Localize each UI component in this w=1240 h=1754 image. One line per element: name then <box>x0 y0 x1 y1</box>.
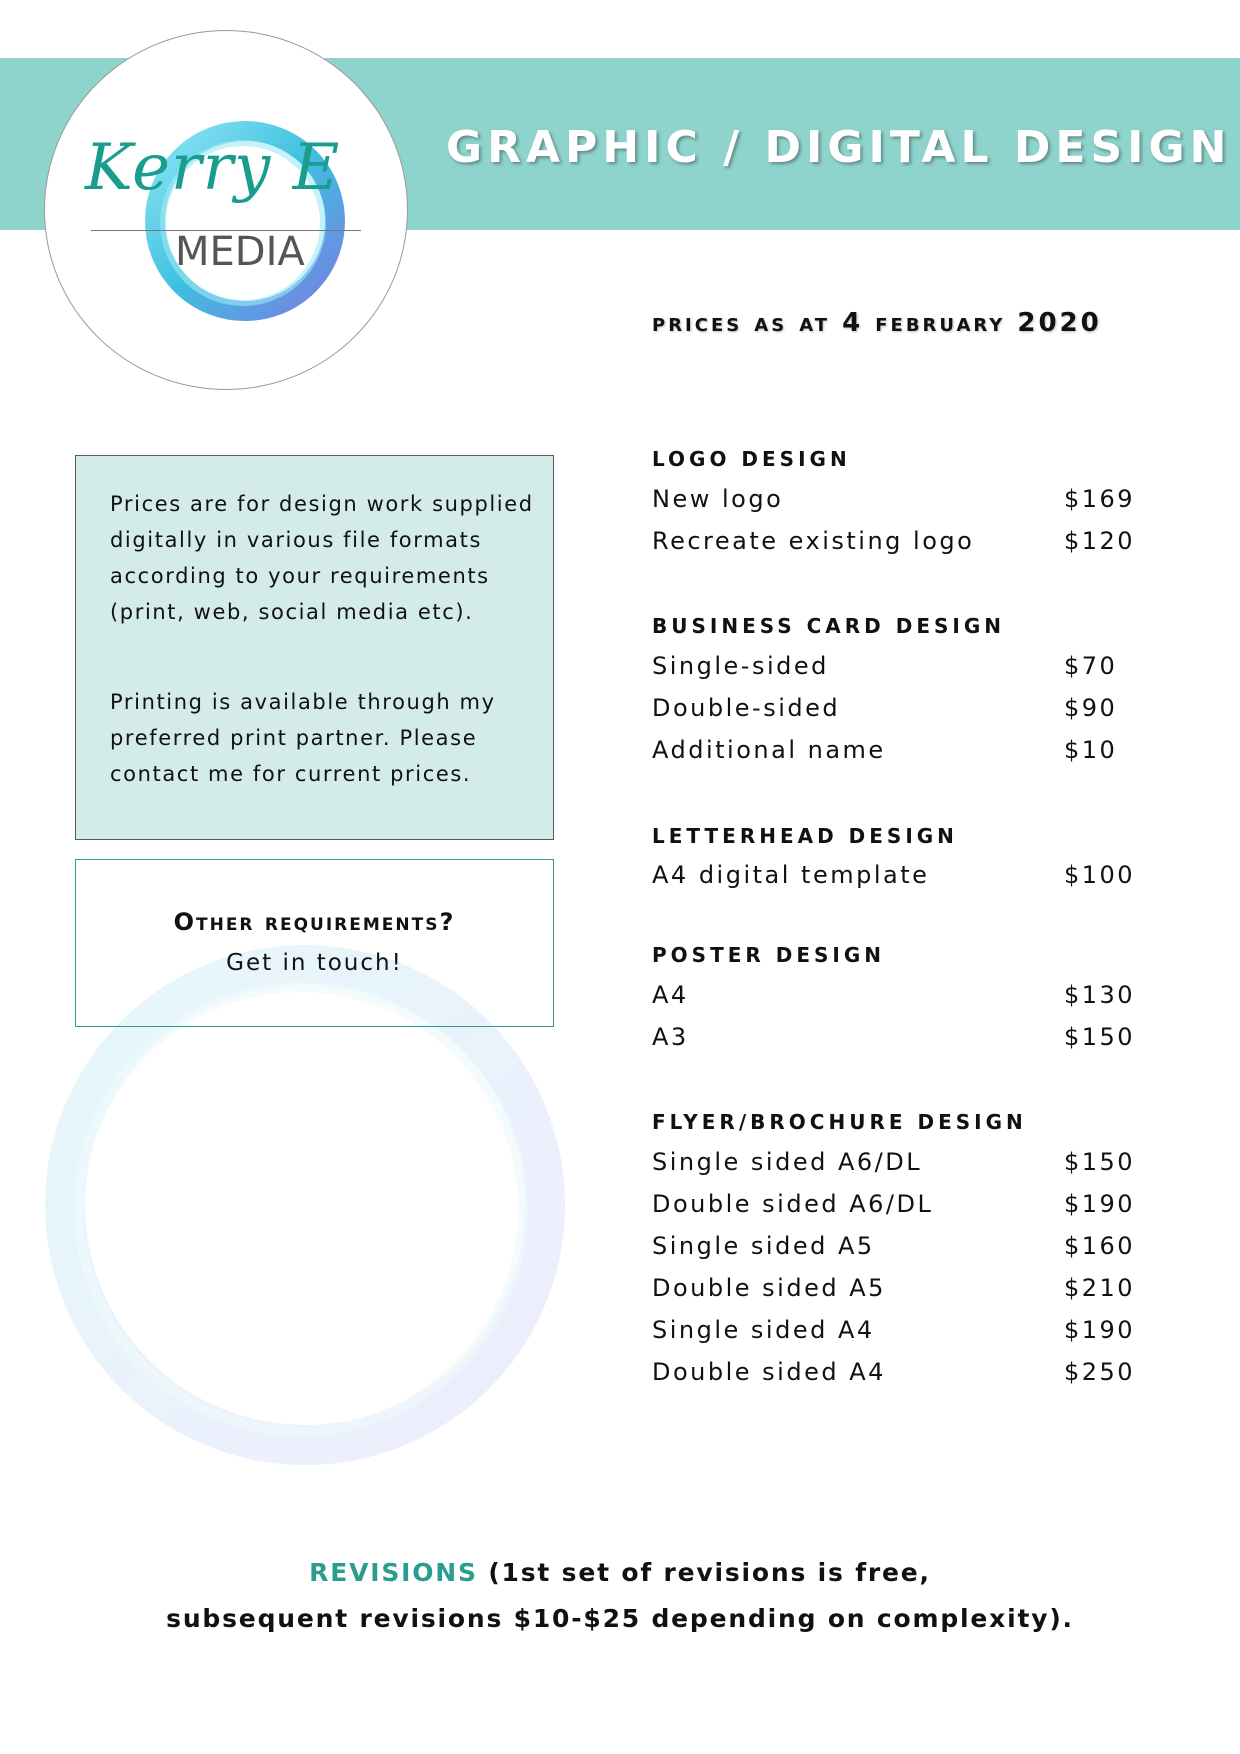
price-item-label: A4 digital template <box>652 861 930 889</box>
price-item-label: Recreate existing logo <box>652 527 975 555</box>
revisions-line-1 <box>0 1550 1240 1596</box>
other-requirements-heading: Other requirements? <box>173 908 456 936</box>
price-item-label: Double-sided <box>652 694 841 722</box>
section-heading-poster-design: POSTER DESIGN <box>652 943 885 967</box>
price-item-value: $70 <box>1064 652 1118 680</box>
revisions-label: REVISIONS <box>309 1558 478 1587</box>
logo-script-text: Kerry E <box>85 131 341 205</box>
price-item-value: $190 <box>1064 1316 1136 1344</box>
info-paragraph: Prices are for design work supplied digitally in various file formats according to your requirements (print, web, social media etc). <box>110 492 534 624</box>
section-heading-business-card-design: BUSINESS CARD DESIGN <box>652 614 1005 638</box>
section-heading-letterhead-design: LETTERHEAD DESIGN <box>652 824 958 848</box>
price-item-value: $150 <box>1064 1148 1136 1176</box>
prices-date-heading: prices as at 4 february 2020 <box>652 308 1102 338</box>
price-item-label: A4 <box>652 981 689 1009</box>
price-item-value: $210 <box>1064 1274 1136 1302</box>
revisions-line-2: subsequent revisions $10-$25 depending on complexity). <box>166 1604 1074 1633</box>
price-item-value: $100 <box>1064 861 1136 889</box>
price-item-label: New logo <box>652 485 784 513</box>
price-item-value: $169 <box>1064 485 1136 513</box>
price-item-label: Single-sided <box>652 652 829 680</box>
price-item-value: $130 <box>1064 981 1136 1009</box>
price-item-value: $150 <box>1064 1023 1136 1051</box>
price-item-label: Single sided A5 <box>652 1232 875 1260</box>
price-item-label: Double sided A6/DL <box>652 1190 934 1218</box>
price-item-label: Single sided A4 <box>652 1316 875 1344</box>
brush-circle-icon <box>45 31 409 391</box>
price-item-label: Double sided A4 <box>652 1358 886 1386</box>
price-item-label: Single sided A6/DL <box>652 1148 923 1176</box>
logo <box>44 30 408 390</box>
logo-media-text: MEDIA <box>175 229 305 275</box>
price-item-value: $190 <box>1064 1190 1136 1218</box>
price-item-value: $10 <box>1064 736 1118 764</box>
revisions-line-1-text: (1st set of revisions is free, <box>477 1558 931 1587</box>
price-item-label: A3 <box>652 1023 689 1051</box>
price-item-value: $160 <box>1064 1232 1136 1260</box>
page-title: GRAPHIC / DIGITAL DESIGN <box>446 122 1232 173</box>
price-item-label: Double sided A5 <box>652 1274 886 1302</box>
section-heading-flyer-brochure-design: FLYER/BROCHURE DESIGN <box>652 1110 1027 1134</box>
revisions-note <box>0 1550 1240 1642</box>
price-item-value: $90 <box>1064 694 1118 722</box>
price-item-value: $120 <box>1064 527 1136 555</box>
price-item-label: Additional name <box>652 736 886 764</box>
section-heading-logo-design: LOGO DESIGN <box>652 447 851 471</box>
info-box <box>75 455 554 840</box>
other-requirements-box <box>75 859 554 1027</box>
info-paragraph: Printing is available through my preferred print partner. Please contact me for current prices. <box>110 690 496 786</box>
get-in-touch-text: Get in touch! <box>226 950 403 976</box>
price-item-value: $250 <box>1064 1358 1136 1386</box>
